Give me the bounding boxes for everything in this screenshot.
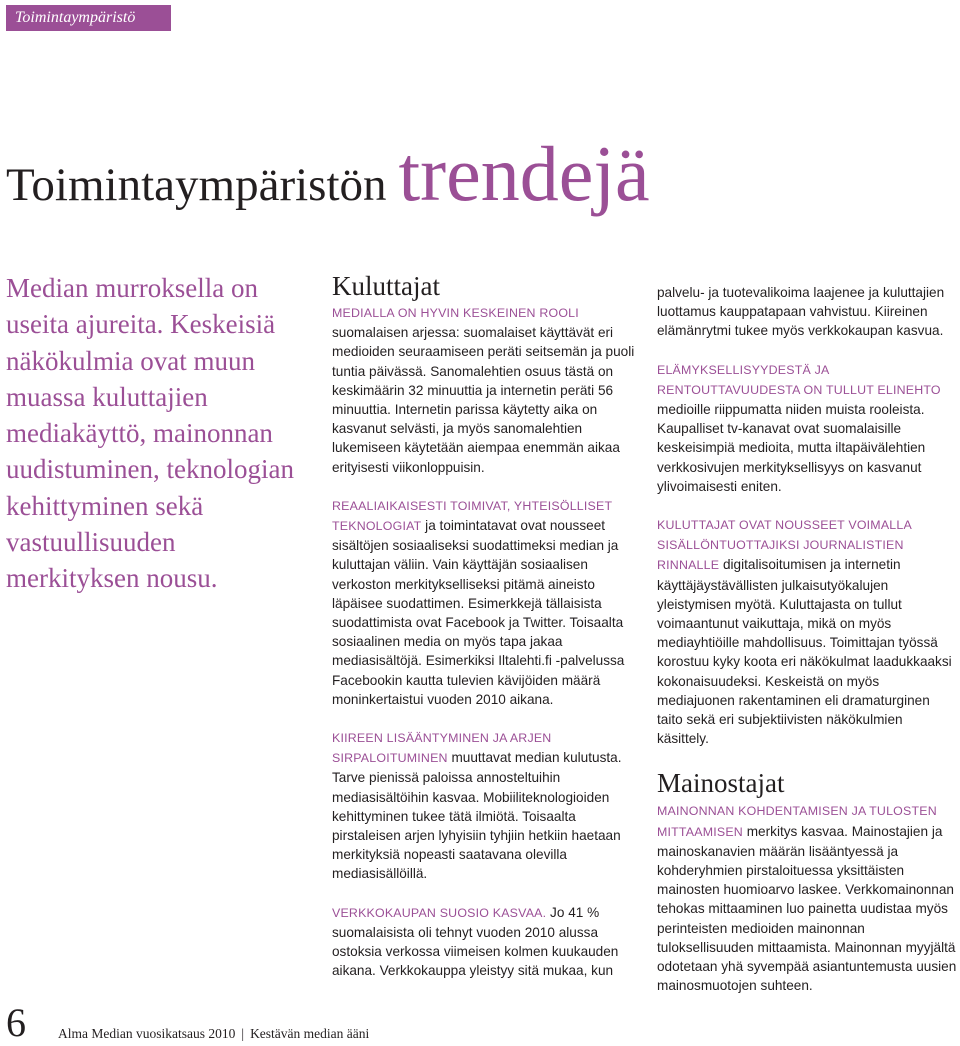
paragraph: [332, 496, 637, 709]
column-kuluttajat: [332, 270, 637, 1000]
paragraph-text: digitalisoitumisen ja internetin käyttäjäystävällisten julkaisutyökalujen yleistymisen myötä. Kuluttajasta on tullut voimaantunut vaikuttaja, mikä on myös mediayhtiöille mahdollisuus. Toimittajan työssä korostuu kyky koota eri näkökulmat laadukkaaksi kokonaisuudeksi. Keskeistä on myös mediajuonen rakentaminen eli dramaturginen taito sekä eri subjektiivisten näkökulmien käsittely.: [657, 557, 952, 747]
footer-text: [58, 1026, 369, 1042]
paragraph: [657, 801, 957, 995]
heading-kuluttajat: Kuluttajat: [332, 271, 440, 301]
kicker: KULUTTAJAT OVAT NOUSSEET VOIMALLA SISÄLLÖNTUOTTAJIKSI JOURNALISTIEN RINNALLE: [657, 518, 912, 573]
paragraph: [332, 903, 637, 981]
paragraph: [332, 728, 637, 884]
paragraph: [657, 283, 957, 341]
paragraph-text: suomalaisen arjessa: suomalaiset käyttävät eri medioiden seuraamiseen peräti seitsemän ja puoli tuntia päivässä. Sanomalehtien osuus tästä on keskimäärin 32 minuuttia ja internetin peräti 56 minuuttia. Internetin parissa käytetty aika on kasvanut selvästi, ja myös sanomalehtien lukemiseen käytetään aiempaa enemmän aikaa erityisesti viikonloppuisin.: [332, 325, 635, 475]
heading-mainostajat: Mainostajat: [657, 768, 785, 799]
paragraph-text: muuttavat median kulutusta. Tarve pienissä paloissa annosteltuihin mediasisältöihin kasvaa. Mobiiliteknologioiden kehittyminen tukee tätä ilmiötä. Toisaalta pirstaleisen arjen lyhyisiin tyhjiin hetkiin haetaan merkityksiä nopeasti saatavana olevilla mediasisällöillä.: [332, 750, 622, 882]
paragraph: [332, 303, 637, 477]
column-right: [657, 283, 957, 1015]
paragraph-text: Jo 41 % suomalaisista oli tehnyt vuoden 2010 alussa ostoksia verkossa viimeisen kolmen kuukauden aikana. Verkkokauppa yleistyy sitä mukaa, kun: [332, 904, 619, 979]
paragraph: [657, 360, 957, 496]
footer-publication: Alma Median vuosikatsaus 2010: [58, 1026, 236, 1041]
paragraph-text: palvelu- ja tuotevalikoima laajenee ja kuluttajien luottamus kauppatapaan vahvistuu. Kiireinen elämänrytmi tukee myös verkkokaupan kasvua.: [657, 285, 945, 339]
page-title-part1: Toimintaympäristön: [6, 159, 387, 211]
kicker: VERKKOKAUPAN SUOSIO KASVAA.: [332, 905, 547, 920]
page-number: 6: [6, 1000, 26, 1045]
kicker: ELÄMYKSELLISYYDESTÄ JA RENTOUTTAVUUDESTA ON TULLUT ELINEHTO: [657, 362, 941, 397]
kicker: MAINONNAN KOHDENTAMISEN JA TULOSTEN MITTAAMISEN: [657, 804, 937, 839]
footer-theme: Kestävän median ääni: [250, 1026, 370, 1041]
footer-separator: |: [241, 1026, 245, 1041]
page-title: [6, 130, 650, 217]
page-title-part2: trendejä: [398, 130, 650, 217]
kicker: MEDIALLA ON HYVIN KESKEINEN ROOLI: [332, 306, 579, 320]
lead-paragraph: Median murroksella on useita ajureita. Keskeisiä näkökulmia ovat muun muassa kuluttajien mediakäyttö, mainonnan uudistuminen, teknologian kehittyminen sekä vastuullisuuden merkityksen nousu.: [6, 273, 294, 594]
kicker: KIIREEN LISÄÄNTYMINEN JA ARJEN SIRPALOITUMINEN: [332, 731, 552, 766]
kicker: REAALIAIKAISESTI TOIMIVAT, YHTEISÖLLISET TEKNOLOGIAT: [332, 498, 612, 534]
paragraph-text: merkitys kasvaa. Mainostajien ja mainoskanavien määrän lisääntyessä ja kohderyhmien pirstaloituessa yksittäisten mainosten huomioarvo laskee. Verkkomainonnan tehokas mittaaminen luo painetta uudistaa myös perinteisten medioiden mainonnan tuloksellisuuden mittaamista. Mainonnan myyjältä odotetaan yhä syvempää asiantuntemusta uusien mainosmuotojen suhteen.: [657, 823, 957, 994]
paragraph-text: ja toimintatavat ovat nousseet sisältöjen sosiaaliseksi suodattimeksi median ja kuluttajan väliin. Vain käyttäjän sosiaalisen verkoston merkitykselliseksi pitämä aineisto läpäisee suodattimen. Esimerkkejä tällaisista suodattimista ovat Facebook ja Twitter. Toisaalta sosiaalinen media on myös tapa jakaa mediasisältöjä. Esimerkiksi Iltalehti.fi -palvelussa Facebookin kautta tulevien kävijöiden määrä moninkertaistui vuoden 2010 aikana.: [332, 518, 625, 707]
section-tab: Toimintaympäristö: [6, 5, 171, 31]
paragraph-text: medioille riippumatta niiden muista rooleista. Kaupalliset tv-kanavat ovat suomalaisille keskeisimpiä medioita, mutta iltapäivälehtien verkkosivujen merkityksellisyys on kasvanut ylivoimaisesti eniten.: [657, 402, 926, 494]
paragraph: [657, 515, 957, 748]
